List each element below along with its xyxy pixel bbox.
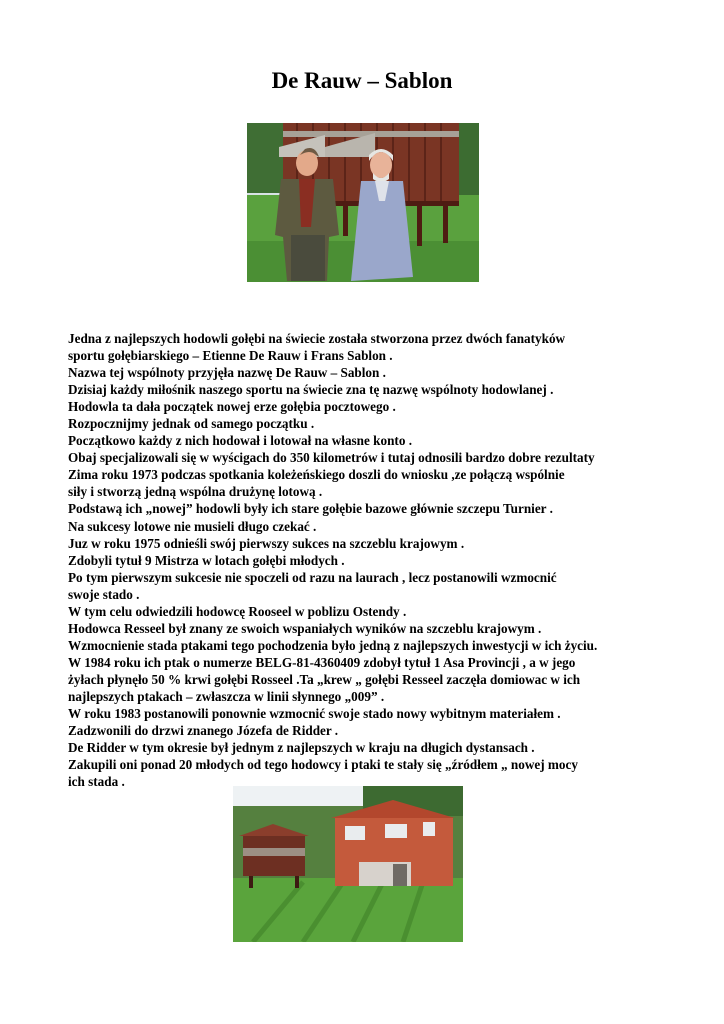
body-line: Nazwa tej wspólnoty przyjęła nazwę De Rauw – Sablon . [68, 365, 386, 381]
body-line: żyłach płynęło 50 % krwi gołębi Rosseel .Ta „krew „ gołębi Resseel zaczęła domiowac w ich [68, 671, 581, 687]
body-line: Wzmocnienie stada ptakami tego pochodzenia było jedną z najlepszych inwestycji w ich życiu. [68, 637, 598, 653]
body-line: Zadzwonili do drzwi znanego Józefa de Ridder . [68, 723, 339, 739]
body-line: Juz w roku 1975 odnieśli swój pierwszy sukces na szczeblu krajowym . [68, 535, 465, 551]
body-line: Początkowo każdy z nich hodował i lotował na własne konto . [68, 433, 413, 449]
photo-two-men-illustration [247, 123, 479, 282]
body-line: Na sukcesy lotowe nie musieli długo czekać . [68, 518, 317, 534]
body-line: Hodowca Resseel był znany ze swoich wspaniałych wyników na szczeblu krajowym . [68, 620, 542, 636]
body-line: siły i stworzą jedną wspólna drużynę lotową . [68, 484, 323, 500]
body-line: Jedna z najlepszych hodowli gołębi na świecie została stworzona przez dwóch fanatyków [68, 331, 566, 346]
photo-two-men-by-pigeon-loft [247, 123, 479, 282]
body-line: W roku 1983 postanowili ponownie wzmocnić swoje stado nowy wybitnym materiałem . [68, 706, 561, 722]
article-body [68, 330, 688, 790]
page-title: De Rauw – Sablon [271, 68, 453, 93]
body-line: Zima roku 1973 podczas spotkania koleżeńskiego doszli do wniosku ,ze połączą wspólnie [68, 467, 565, 483]
photo-house-and-pigeon-loft [233, 786, 463, 942]
body-line: Rozpocznijmy jednak od samego początku . [68, 416, 315, 432]
body-line: De Ridder w tym okresie był jednym z najlepszych w kraju na długich dystansach . [68, 740, 535, 756]
body-line: Dzisiaj każdy miłośnik naszego sportu na świecie zna tę nazwę wspólnoty hodowlanej . [68, 382, 554, 398]
body-line: Podstawą ich „nowej” hodowli były ich stare gołębie bazowe głównie szczepu Turnier . [68, 501, 553, 517]
body-line: W tym celu odwiedzili hodowcę Rooseel w poblizu Ostendy . [68, 603, 407, 619]
body-line: swoje stado . [68, 586, 140, 602]
photo-house-illustration [233, 786, 463, 942]
body-line: Zdobyli tytuł 9 Mistrza w lotach gołębi młodych . [68, 552, 345, 568]
body-line: Obaj specjalizowali się w wyścigach do 350 kilometrów i tutaj odnosili bardzo dobre rezultaty [68, 450, 595, 466]
body-line: Po tym pierwszym sukcesie nie spoczeli od razu na laurach , lecz postanowili wzmocnić [68, 569, 557, 585]
body-line: Zakupili oni ponad 20 młodych od tego hodowcy i ptaki te stały się „źródłem „ nowej mocy [68, 757, 578, 773]
body-line: najlepszych ptakach – zwłaszcza w linii słynnego „009” . [68, 688, 385, 704]
body-line: W 1984 roku ich ptak o numerze BELG-81-4360409 zdobył tytuł 1 Asa Provincji , a w jego [68, 654, 576, 670]
body-line: Hodowla ta dała początek nowej erze gołębia pocztowego . [68, 399, 396, 415]
body-line: sportu gołębiarskiego – Etienne De Rauw i Frans Sablon . [68, 348, 393, 364]
body-line: ich stada . [68, 774, 125, 790]
